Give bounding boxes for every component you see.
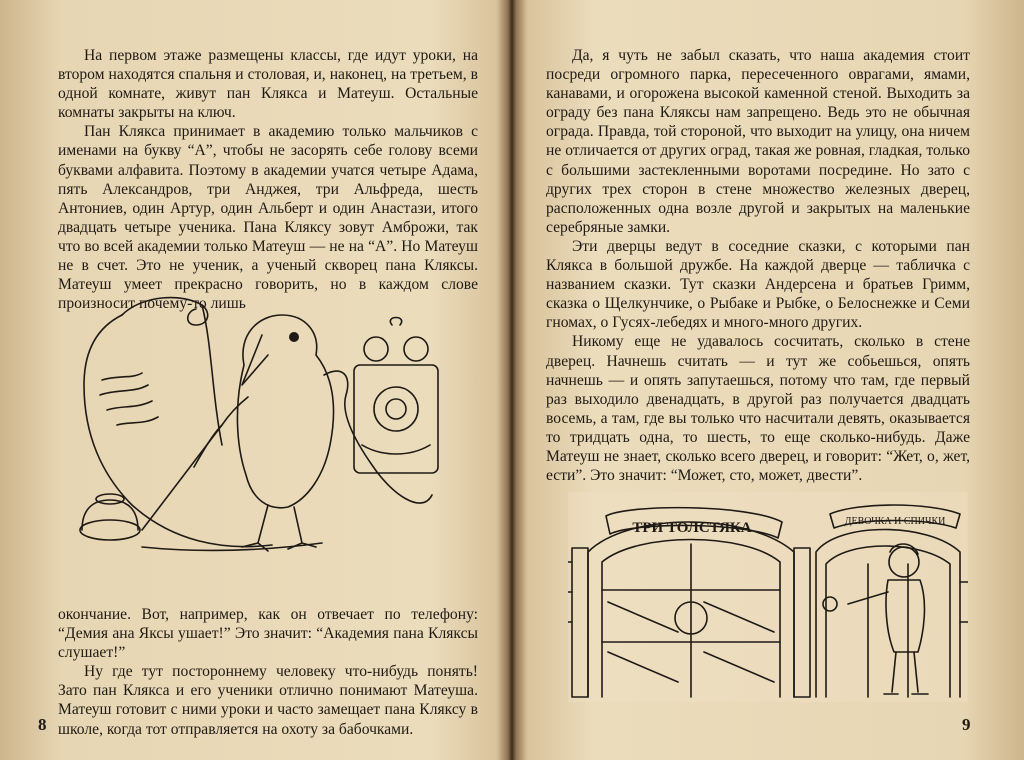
paragraph: окончание. Вот, например, как он отвечает по телефону: “Демия ана Яксы ушает!” Это значит: “Академия пана Кляксы слушает!” [58,606,478,662]
paragraph: На первом этаже размещены классы, где идут уроки, на втором находятся спальня и столовая, и, наконец, на третьем, в одной комнате, живут пан Клякса и Матеуш. Остальные комнаты закрыты на ключ. [58,47,478,122]
paragraph: Никому еще не удавалось сосчитать, сколько в стене дверец. Начнешь считать — и тут же собьешься, опять начнешь — и опять запутаешься, потому что там, где первый раз выходило двенадцать, в другой раз получается двадцать восемь, а там, где вы только что насчитали девять, оказывается то тридцать одна, то шесть, то еще сколько-нибудь. Даже Матеуш не знает, сколько всего дверец, и говорит: “Жет, о, жет, ести”. Это значит: “Может, сто, может, двести”. [546,333,970,485]
paragraph: Пан Клякса принимает в академию только мальчиков с именами на букву “А”, чтобы не засорять себе голову всеми буквами алфавита. Поэтому в академии учатся четыре Адама, пять Александров, три Анджея, три Альфреда, шесть Антониев, один Артур, один Альберт и один Анастази, итого двадцать четыре ученика. Пана Кляксу зовут Амброжи, так что во всей академии только Матеуш — не на “А”. Но Матеуш не в счет. Это не ученик, а ученый скворец пана Кляксы. Матеуш умеет прекрасно говорить, но в каждом слове произносит почему-то лишь [58,123,478,313]
paragraph: Ну где тут постороннему человеку что-нибудь понять! Зато пан Клякса и его ученики отлично понимают Матеуша. Матеуш готовит с ними уроки и часто замещает пана Кляксу в школе, когда тот отправляется на охоту за бабочками. [58,663,478,738]
paragraph: Да, я чуть не забыл сказать, что наша академия стоит посреди огромного парка, пересеченного оврагами, ямами, канавами, и огорожена высокой каменной стеной. Выходить за ограду без пана Кляксы нам запрещено. Ведь это не обычная ограда. Правда, той стороной, что выходит на улицу, она ничем не отличается от других оград, такая же ровная, гладкая, только с большими застекленными воротами посредине. Но зато с других трех сторон в стене множество железных дверец, расположенных одна возле другой и закрытых на маленькие серебряные замки. [546,47,970,236]
page-number: 8 [38,715,47,734]
fairy-tale-doors-illustration [568,492,968,702]
left-top-text [58,46,478,313]
right-page [518,0,1024,760]
door-sign-text: ДЕВОЧКА И СПИЧКИ [844,516,946,527]
right-text [546,46,970,485]
page-number: 9 [962,715,971,734]
bird-telephone-illustration [62,285,462,595]
gate-sign-text: ТРИ ТОЛСТЯКА [632,520,752,536]
paragraph: Эти дверцы ведут в соседние сказки, с которыми пан Клякса в большой дружбе. На каждой дверце — табличка с названием сказки. Тут сказки Андерсена и братьев Гримм, сказка о Щелкунчике, о Рыбаке и Рыбке, о Белоснежке и Семи гномах, о Гусях-лебедях и много-много других. [546,237,970,332]
left-page [0,0,506,760]
left-bottom-text [58,605,478,739]
